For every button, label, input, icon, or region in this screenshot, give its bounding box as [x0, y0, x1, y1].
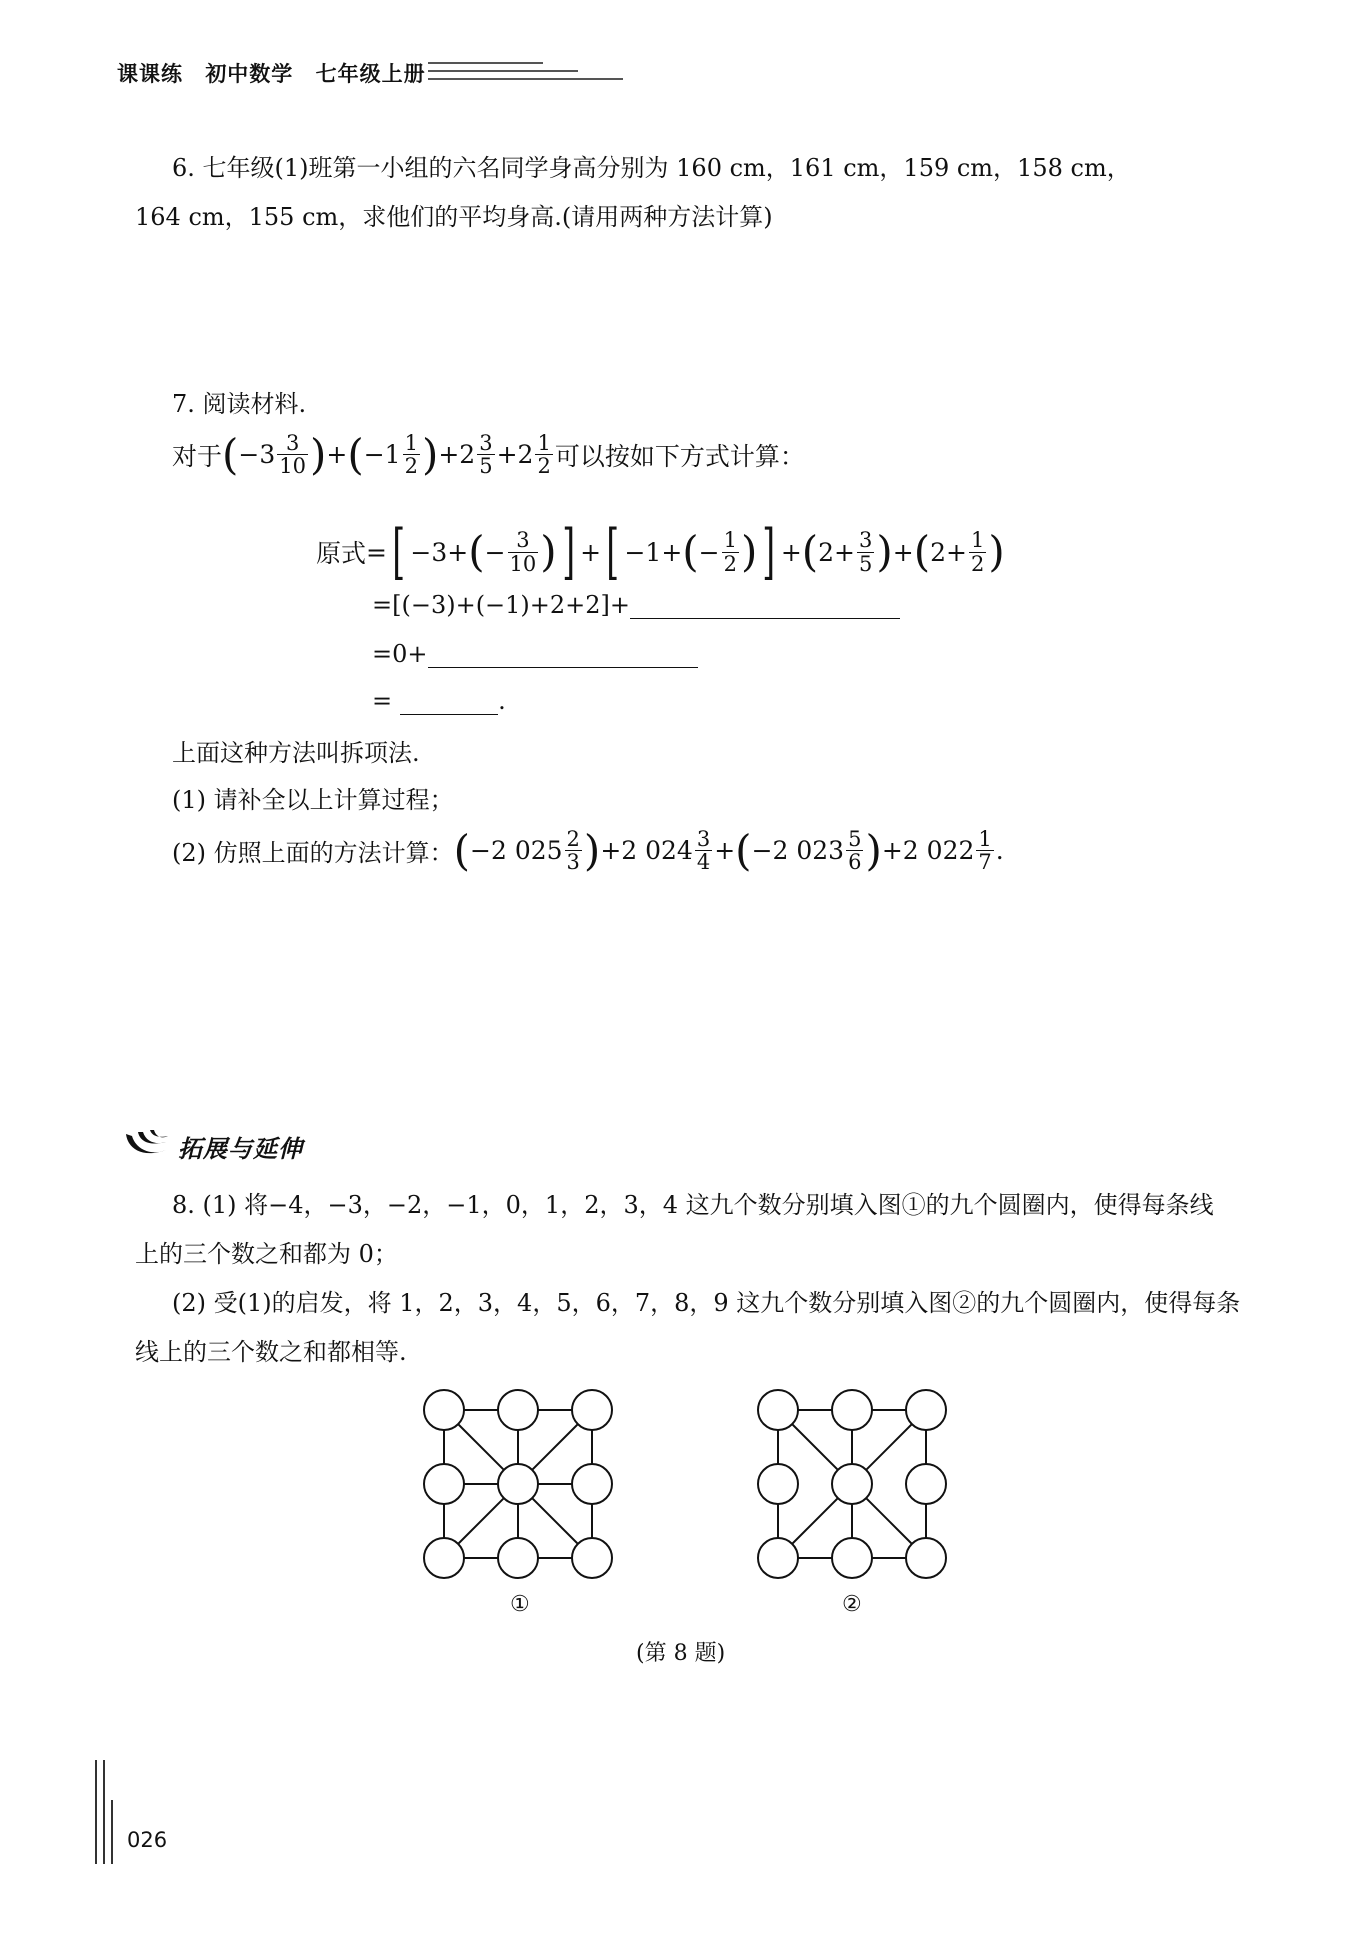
paren: ( [453, 825, 471, 875]
figure-node [758, 1390, 798, 1430]
paren: ) [876, 527, 893, 576]
figure-node [424, 1538, 464, 1578]
fraction: $\frac{3}{10}$ [509, 528, 537, 576]
fraction: $\frac{3}{5}$ [859, 528, 873, 576]
q6-line-1: 6. 七年级(1)班第一小组的六名同学身高分别为 160 cm，161 cm，159 cm，158 cm， [172, 154, 1131, 182]
term: 2+ [818, 537, 856, 567]
fraction: $\frac{3}{10}$ [279, 431, 306, 479]
paren: ( [347, 429, 364, 479]
paren: ( [222, 429, 239, 479]
term: − [484, 537, 506, 567]
header-series: 课课练 [117, 62, 183, 86]
fraction: $\frac{2}{3}$ [566, 827, 580, 875]
fraction: $\frac{5}{6}$ [848, 827, 862, 875]
header-grade: 七年级上册 [315, 62, 426, 86]
op: = [366, 537, 387, 567]
figure-node [572, 1464, 612, 1504]
page-header [117, 58, 440, 88]
fraction: $\frac{1}{2}$ [723, 528, 737, 576]
term: +2 [496, 440, 534, 470]
paren: ( [913, 527, 931, 576]
op: + [326, 440, 348, 470]
op: + [780, 537, 802, 567]
header-rule-3 [428, 78, 623, 80]
q7-intro-suffix: 可以按如下方式计算： [554, 441, 805, 471]
fraction: $\frac{3}{5}$ [479, 431, 493, 479]
figure-node [498, 1390, 538, 1430]
paren: ) [540, 527, 557, 576]
figure-node [498, 1538, 538, 1578]
figure-caption: (第 8 题) [636, 1641, 726, 1666]
q7-part-2 [172, 825, 1004, 875]
header-subject: 初中数学 [205, 62, 294, 86]
figure-node [498, 1464, 538, 1504]
paren: ) [583, 825, 601, 875]
q7-step-4 [372, 687, 506, 715]
term: −1 [363, 440, 401, 470]
q7-step-2 [372, 591, 900, 619]
fraction: $\frac{1}{7}$ [978, 827, 992, 875]
bracket: ] [561, 517, 575, 587]
paren: ) [988, 527, 1005, 576]
q7-part-1: (1) 请补全以上计算过程； [172, 786, 454, 814]
section-title: 拓展与延伸 [178, 1134, 303, 1163]
paren: ) [865, 825, 882, 875]
term: 2+ [930, 537, 967, 567]
term: +2 024 [600, 836, 693, 866]
op: + [580, 537, 602, 567]
term: −3 [238, 440, 276, 470]
term: − [698, 537, 720, 567]
figure-2-label: ② [842, 1592, 862, 1617]
header-rule-1 [428, 62, 543, 64]
paren: ( [735, 825, 752, 875]
page-number: 026 [127, 1828, 168, 1852]
answer-blank[interactable] [400, 692, 498, 715]
margin-bar [95, 1760, 97, 1864]
q7-method: 上面这种方法叫拆项法. [172, 739, 420, 767]
figure-node [906, 1538, 946, 1578]
figure-node [758, 1464, 798, 1504]
q7-part2-prefix: (2) 仿照上面的方法计算： [172, 839, 454, 868]
fraction: $\frac{3}{4}$ [696, 827, 711, 875]
fraction: $\frac{1}{2}$ [970, 528, 985, 576]
term: −2 023 [751, 836, 845, 866]
q7-step-3 [372, 640, 698, 668]
fraction: $\frac{1}{2}$ [537, 431, 551, 479]
figure-node [832, 1464, 872, 1504]
figure-node [572, 1390, 612, 1430]
answer-blank[interactable] [630, 596, 900, 619]
op: + [714, 836, 736, 866]
header-rule-2 [428, 70, 578, 72]
q7-title: 7. 阅读材料. [172, 390, 307, 418]
op: + [892, 537, 914, 567]
q7-step-1 [316, 517, 1005, 587]
paren: ( [682, 527, 699, 576]
paren: ) [421, 429, 439, 479]
figure-node [906, 1464, 946, 1504]
q8-line-3: (2) 受(1)的启发，将 1，2，3，4，5，6，7，8，9 这九个数分别填入图②的九个圆圈内，使得每条 [172, 1289, 1241, 1317]
term: −1+ [624, 537, 683, 567]
margin-bar [103, 1760, 105, 1864]
q7-intro-prefix: 对于 [172, 441, 223, 471]
paren: ) [310, 429, 327, 479]
q6-line-2: 164 cm，155 cm，求他们的平均身高.(请用两种方法计算) [135, 203, 773, 231]
section-header [122, 1128, 303, 1164]
figure-1-label: ① [510, 1592, 530, 1617]
q7-step3-text: =0+ [372, 640, 428, 668]
q7-part2-suffix: . [995, 836, 1004, 866]
figure-node [906, 1390, 946, 1430]
q7-step2-text: =[(−3)+(−1)+2+2]+ [372, 591, 631, 619]
term: −2 025 [470, 836, 563, 866]
term: −3+ [410, 537, 469, 567]
bracket: ] [762, 517, 776, 587]
figure-1-grid [418, 1384, 618, 1590]
bracket: [ [606, 517, 620, 587]
q7-yuanshi: 原式 [316, 539, 367, 568]
section-swoosh-icon [122, 1128, 172, 1164]
margin-bar [111, 1800, 113, 1864]
q7-step4-text: = [372, 687, 393, 715]
q8-line-4: 线上的三个数之和都相等. [135, 1338, 407, 1366]
paren: ) [741, 527, 758, 576]
answer-blank[interactable] [428, 645, 698, 668]
figure-node [832, 1538, 872, 1578]
figure-node [424, 1390, 464, 1430]
paren: ( [468, 527, 485, 576]
fraction: $\frac{1}{2}$ [404, 431, 418, 479]
q8-line-2: 上的三个数之和都为 0； [135, 1240, 398, 1268]
bracket: [ [392, 517, 406, 587]
figure-2-grid [752, 1384, 952, 1590]
term: +2 022 [881, 836, 975, 866]
figure-node [832, 1390, 872, 1430]
q8-line-1: 8. (1) 将−4，−3，−2，−1，0，1，2，3，4 这九个数分别填入图①的九个圆圈内，使得每条线 [172, 1191, 1214, 1219]
paren: ( [801, 527, 819, 576]
figure-node [758, 1538, 798, 1578]
term: +2 [438, 440, 476, 470]
figure-node [424, 1464, 464, 1504]
figure-node [572, 1538, 612, 1578]
q7-intro-expression [172, 429, 805, 479]
q7-step4-period: . [498, 687, 506, 715]
